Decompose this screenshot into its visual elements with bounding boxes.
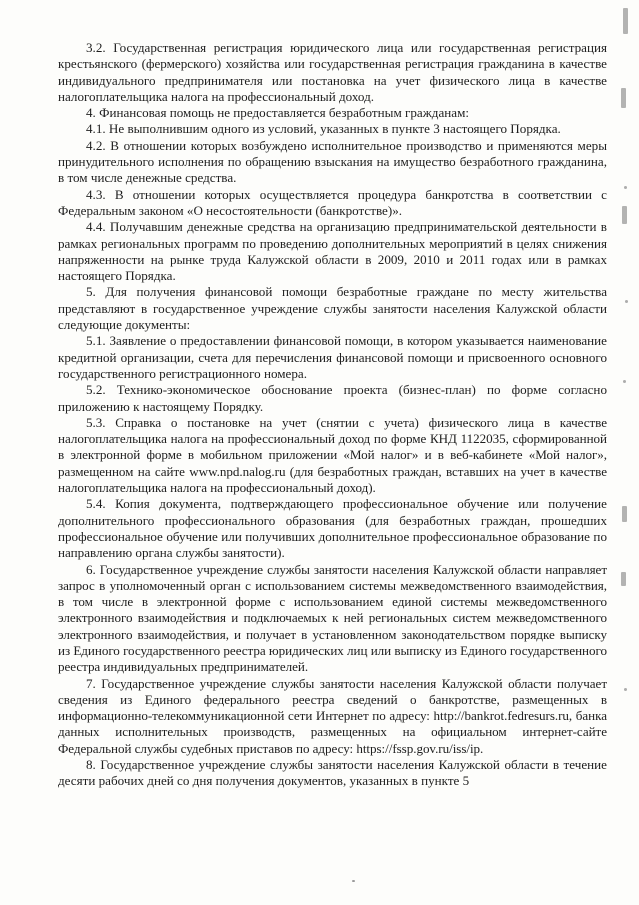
paragraph-8: 8. Государственное учреждение службы занятости населения Калужской области в течение десяти рабочих дней со дня получения документов, указанных в пункте 5 [58,757,607,789]
paragraph-4-2: 4.2. В отношении которых возбуждено исполнительное производство и применяются меры принудительного исполнения по обращению взыскания на имущество безработного гражданина, в том числе денежные средства. [58,137,607,186]
paragraph-4: 4. Финансовая помощь не предоставляется безработным гражданам: [86,105,470,121]
paragraph-6: 6. Государственное учреждение службы занятости населения Калужской области направляет запрос в уполномоченный орган с использованием системы межведомственного взаимодействия, в том числе в электронной форме с использованием единой системы межведомственного электронного взаимодействия и подключаемых к ней региональных систем межведомственного электронного взаимодействия, и получает в установленном законодательством порядке выписку из Единого государственного реестра юридических лиц или выписку из Единого государственного реестра индивидуальных предпринимателей. [58,561,607,675]
scan-mark [621,572,626,586]
paragraph-4-1: 4.1. Не выполнившим одного из условий, указанных в пункте 3 настоящего Порядка. [86,121,561,137]
paragraph-5-3: 5.3. Справка о постановке на учет (снятии с учета) физического лица в качестве налогоплательщика налога на профессиональный доход по форме КНД 1122035, сформированной в электронной форме в мобильном приложении «Мой налог» и в веб-кабинете «Мой налог», размещенном на сайте www.npd.nalog.ru (для безработных граждан, вставших на учет в качестве налогоплательщика налога на профессиональный доход). [58,414,607,496]
scan-dot [623,380,626,383]
paragraph-7: 7. Государственное учреждение службы занятости населения Калужской области получает сведения из Единого федерального реестра сведений о банкротстве, размещенных в информационно-телекоммуникационной сети Интернет по адресу: http://bankrot.fedresurs.ru, банка данных исполнительных производств, размещенных на официальном интернет-сайте Федеральной службы судебных приставов по адресу: https://fssp.gov.ru/iss/ip. [58,675,607,756]
scan-dot [625,300,628,303]
document-page [58,40,607,790]
paragraph-4-4: 4.4. Получавшим денежные средства на организацию предпринимательской деятельности в рамках региональных программ по проведению дополнительных мероприятий в целях снижения напряженности на рынке труда Калужской области в 2009, 2010 и 2011 годах или в рамках настоящего Порядка. [58,219,607,284]
scan-mark [622,506,627,522]
scan-dot [624,688,627,691]
scan-edge-marks [609,0,637,905]
paragraph-5: 5. Для получения финансовой помощи безработные граждане по месту жительства представляют в государственное учреждение службы занятости населения Калужской области следующие документы: [58,284,607,333]
paragraph-4-3: 4.3. В отношении которых осуществляется процедура банкротства в соответствии с Федеральным законом «О несостоятельности (банкротстве)». [58,186,607,218]
paragraph-5-4: 5.4. Копия документа, подтверждающего профессиональное обучение или получение дополнительного профессионального образования (для безработных граждан, прошедших профессиональное обучение или получивших дополнительное профессиональное образование по направлению органа службы занятости). [58,496,607,561]
paragraph-3-2: 3.2. Государственная регистрация юридического лица или государственная регистрация крестьянского (фермерского) хозяйства или государственная регистрация гражданина в качестве индивидуального предпринимателя или постановка на учет физического лица в качестве налогоплательщика налога на профессиональный доход. [58,40,607,104]
scan-dot [624,186,627,189]
scan-mark [621,88,626,108]
scan-mark [623,8,628,34]
scan-speck [352,880,355,882]
scan-mark [622,206,627,224]
paragraph-5-2: 5.2. Технико-экономическое обоснование проекта (бизнес-план) по форме согласно приложению к настоящему Порядку. [58,382,607,414]
paragraph-5-1: 5.1. Заявление о предоставлении финансовой помощи, в котором указывается наименование кредитной организации, счета для перечисления финансовой помощи и присвоенного основного государственного регистрационного номера. [58,333,607,381]
